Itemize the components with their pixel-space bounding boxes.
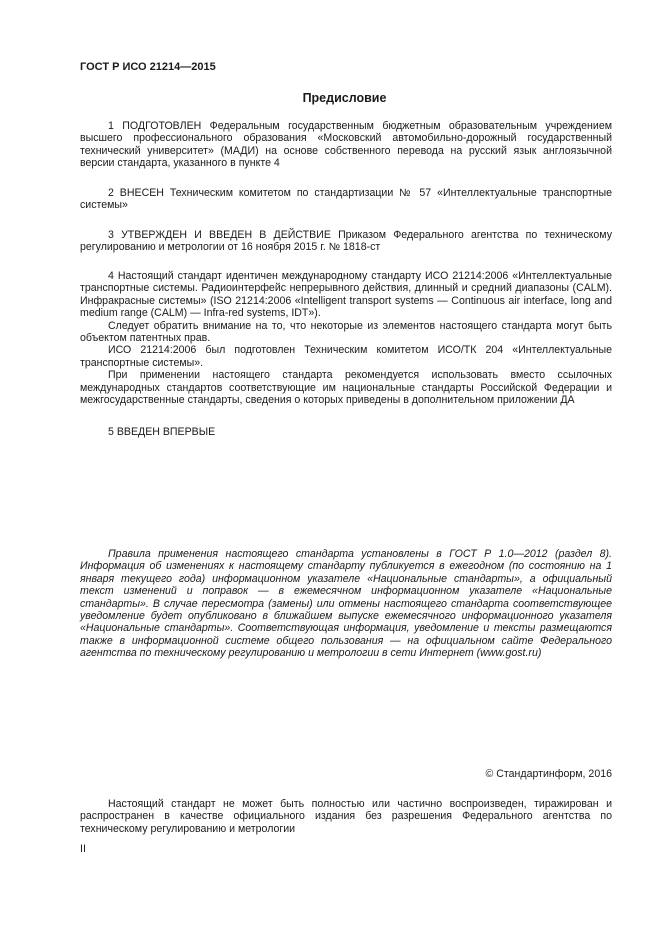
section-4-text: 4 Настоящий стандарт идентичен международному стандарту ИСО 21214:2006 «Интеллектуальные транспортные системы. Радиоинтерфейс непрерывного действия, длинный и средний диапазоны (CALM). Инфракрасные системы» (ISO 21214:2006 «Intelligent transport systems — Continuous air interface, long and medium range (CALM) — Infra-red systems, IDT»). [80, 270, 612, 320]
section-4-references-note: При применении настоящего стандарта рекомендуется использовать вместо ссылочных международных стандартов соответствующие им национальные стандарты Российской Федерации и межгосударственные стандарты, сведения о которых приведены в дополнительном приложении ДА [80, 369, 612, 407]
section-2-text: 2 ВНЕСЕН Техническим комитетом по стандартизации № 57 «Интеллектуальные транспортные системы» [80, 187, 612, 212]
document-header: ГОСТ Р ИСО 21214—2015 [80, 61, 216, 73]
section-4-patent-note: Следует обратить внимание на то, что некоторые из элементов настоящего стандарта могут быть объектом патентных прав. [80, 319, 612, 345]
section-5 [80, 426, 612, 438]
section-3-text: 3 УТВЕРЖДЕН И ВВЕДЕН В ДЕЙСТВИЕ Приказом Федерального агентства по техническому регулированию и метрологии от 16 ноября 2015 г. № 1818-ст [80, 229, 612, 254]
page-title: Предисловие [302, 91, 387, 105]
reproduction-notice-text: Настоящий стандарт не может быть полностью или частично воспроизведен, тиражирован и распространен в качестве официального издания без разрешения Федерального агентства по техническому регулированию и метрологии [80, 798, 612, 835]
section-5-text: 5 ВВЕДЕН ВПЕРВЫЕ [108, 426, 216, 438]
section-4-committee-note: ИСО 21214:2006 был подготовлен Техническим комитетом ИСО/ТК 204 «Интеллектуальные транспортные системы». [80, 344, 612, 369]
section-3 [80, 229, 612, 254]
notice-text: Правила применения настоящего стандарта установлены в ГОСТ Р 1.0—2012 (раздел 8). Информация об изменениях к настоящему стандарту публикуется в ежегодном (по состоянию на 1 января текущего года) информационном указателе «Национальные стандарты», а официальный текст изменений и поправок — в ежемесячном информационном указателе «Национальные стандарты». В случае пересмотра (замены) или отмены настоящего стандарта соответствующее уведомление будет опубликовано в ближайшем выпуске ежемесячного информационного указателя «Национальные стандарты». Соответствующая информация, уведомление и тексты размещаются также в информационной системе общего пользования — на официальном сайте Федерального агентства по техническому регулированию и метрологии в сети Интернет (www.gost.ru) [80, 548, 612, 660]
section-4 [80, 270, 612, 406]
section-1-text: 1 ПОДГОТОВЛЕН Федеральным государственным бюджетным образовательным учреждением высшего профессионального образования «Московский автомобильно-дорожный государственный технический университет» (МАДИ) на основе собственного перевода на русский язык англоязычной версии стандарта, указанного в пункте 4 [80, 120, 612, 170]
section-1 [80, 120, 612, 170]
reproduction-notice [80, 798, 612, 835]
page-number: II [80, 843, 86, 855]
copyright: © Стандартинформ, 2016 [485, 768, 612, 780]
application-rules-notice [80, 548, 612, 660]
section-2 [80, 187, 612, 212]
